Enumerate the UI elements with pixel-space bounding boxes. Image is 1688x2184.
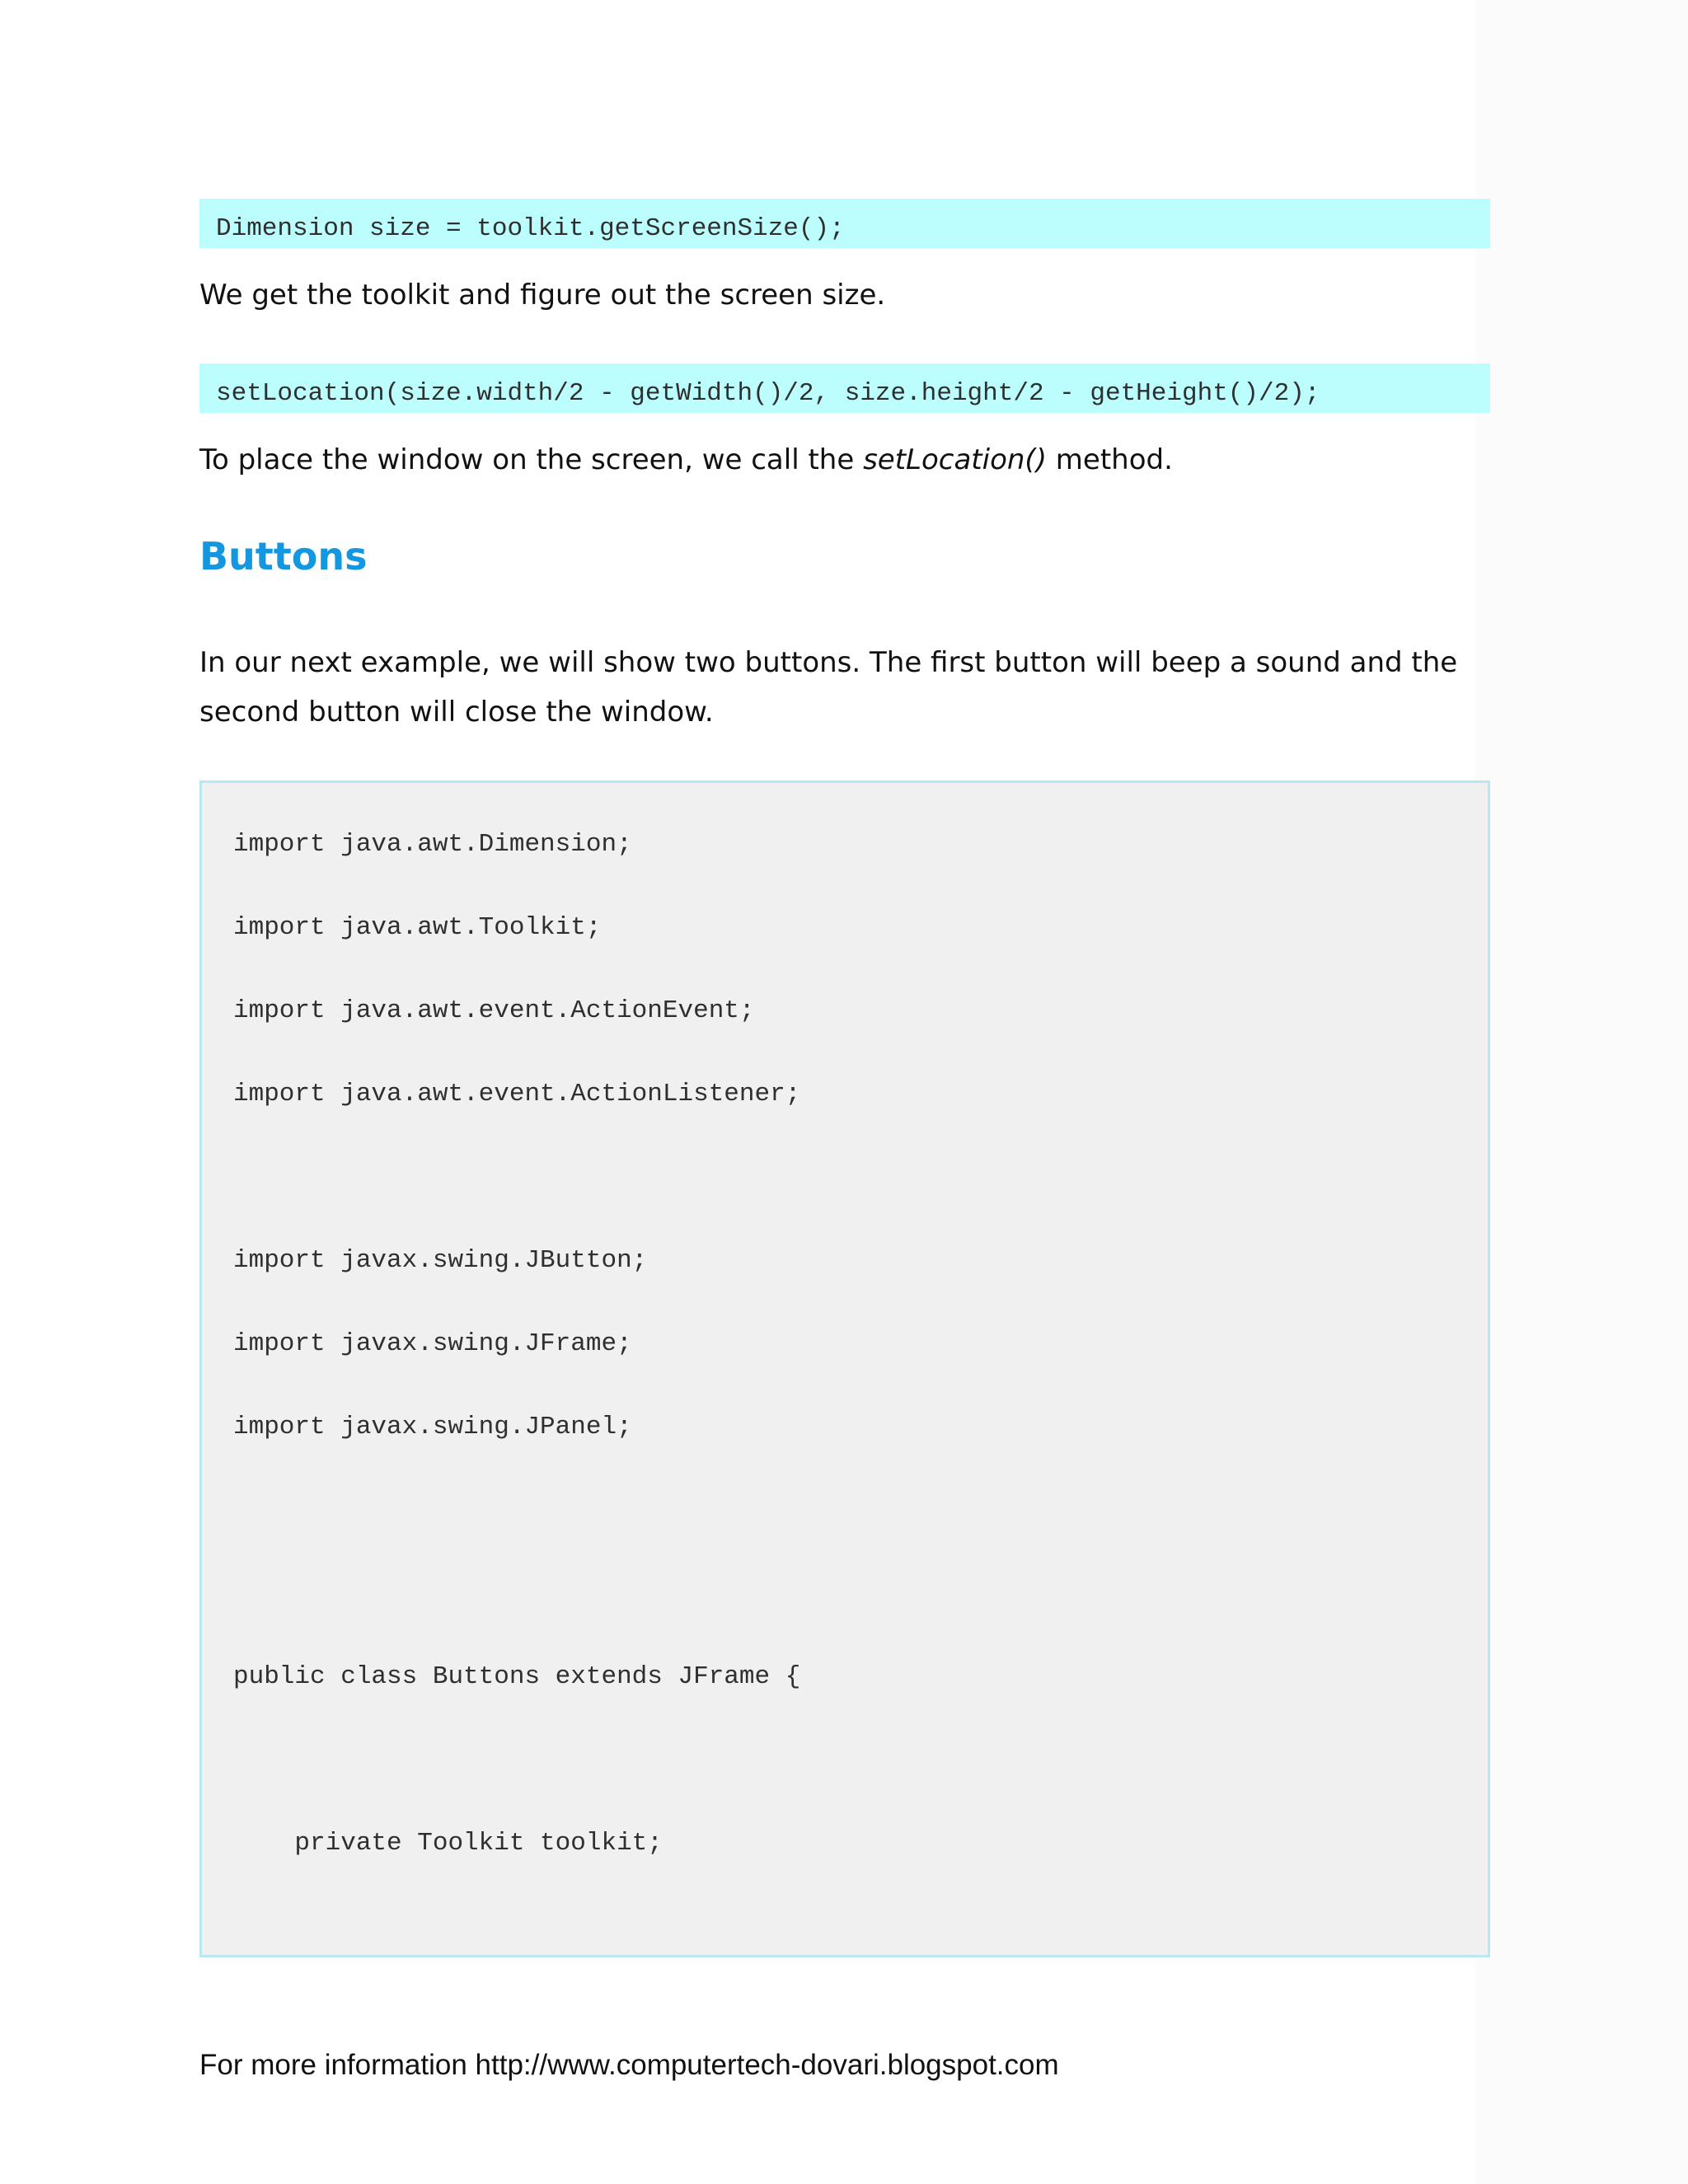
- paragraph-toolkit-description: We get the toolkit and figure out the screen size.: [199, 279, 886, 312]
- code-line: import java.awt.event.ActionEvent;: [233, 996, 755, 1025]
- code-line: import javax.swing.JFrame;: [233, 1329, 632, 1358]
- code-block-buttons-example: [199, 780, 1490, 1957]
- code-line: import java.awt.Dimension;: [233, 830, 632, 859]
- code-line-blank: [233, 1136, 1488, 1219]
- paragraph-place-window-prefix: To place the window on the screen, we call the: [199, 443, 864, 476]
- code-line: import java.awt.event.ActionListener;: [233, 1080, 801, 1108]
- page-margin-shade: [1475, 0, 1688, 2184]
- paragraph-buttons-intro: In our next example, we will show two buttons. The first button will beep a sound and the second button will close the window.: [199, 646, 1458, 729]
- code-line: import javax.swing.JButton;: [233, 1246, 648, 1275]
- section-heading-buttons: Buttons: [199, 534, 368, 579]
- code-line: import java.awt.Toolkit;: [233, 913, 602, 942]
- code-line-blank: [233, 1552, 1488, 1635]
- code-line-blank: [233, 1469, 1488, 1552]
- code-line: private Toolkit toolkit;: [233, 1829, 663, 1858]
- code-line: import javax.swing.JPanel;: [233, 1413, 632, 1441]
- code-snippet-set-location: setLocation(size.width/2 - getWidth()/2, size.height/2 - getHeight()/2);: [199, 363, 1490, 413]
- method-name-set-location: setLocation(): [863, 443, 1047, 476]
- footer-info-link[interactable]: For more information http://www.computertech-dovari.blogspot.com: [199, 2049, 1059, 2081]
- code-snippet-screen-size: Dimension size = toolkit.getScreenSize();: [199, 199, 1490, 248]
- paragraph-place-window-suffix: method.: [1046, 443, 1173, 476]
- code-line-blank: [233, 1718, 1488, 1802]
- paragraph-place-window: [199, 435, 1490, 485]
- code-line: public class Buttons extends JFrame {: [233, 1662, 801, 1691]
